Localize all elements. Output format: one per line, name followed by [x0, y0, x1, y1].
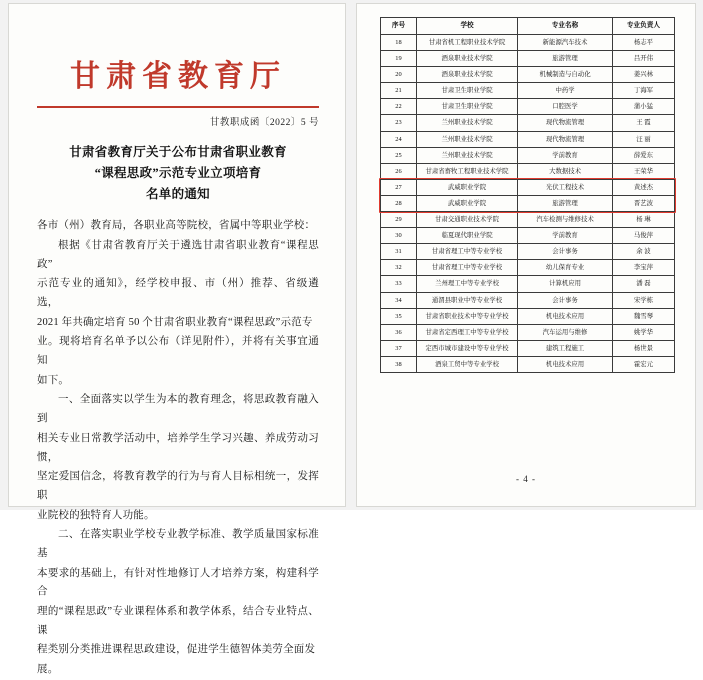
table-cell: 薛爱东: [612, 147, 674, 163]
table-cell: 会计事务: [518, 292, 613, 308]
table-cell: 现代物流管理: [518, 131, 613, 147]
table-cell: 兰州理工中等专业学校: [416, 276, 517, 292]
table-cell: 幼儿保育专业: [518, 260, 613, 276]
table-row: [381, 276, 675, 292]
table-cell: 杨 琳: [612, 212, 674, 228]
table-cell: 36: [381, 324, 417, 340]
document-title-line-3: 名单的通知: [145, 187, 210, 201]
table-cell: 汽车运用与维修: [518, 324, 613, 340]
document-paragraph: 如下。: [37, 374, 70, 386]
document-paragraph: 业。现将培育名单予以公布（详见附件），并将有关事宜通知: [37, 336, 319, 367]
table-cell: 酒泉工贸中等专业学校: [416, 356, 517, 372]
table-cell: 兰州职业技术学院: [416, 147, 517, 163]
letterhead-title: 甘肃省教育厅: [70, 60, 286, 93]
table-row: [381, 260, 675, 276]
letterhead-divider: [37, 106, 319, 108]
table-row: [381, 356, 675, 372]
document-paragraph: 相关专业日常教学活动中，培养学生学习兴趣、养成劳动习惯，: [37, 432, 319, 463]
table-cell: 口腔医学: [518, 99, 613, 115]
table-cell: 32: [381, 260, 417, 276]
table-cell: 学前教育: [518, 228, 613, 244]
table-cell: 38: [381, 356, 417, 372]
table-cell: 丁海军: [612, 83, 674, 99]
table-cell: 武威职业学院: [416, 179, 517, 195]
table-row: [381, 179, 675, 195]
table-cell: 临夏现代职业学院: [416, 228, 517, 244]
table-cell: 武威职业学院: [416, 195, 517, 211]
table-cell: 34: [381, 292, 417, 308]
table-header-row: [381, 18, 675, 35]
table-cell: 26: [381, 163, 417, 179]
table-cell: 晋艺波: [612, 195, 674, 211]
table-body: [381, 35, 675, 373]
table-cell: 李宝萍: [612, 260, 674, 276]
table-cell: 31: [381, 244, 417, 260]
table-cell: 酒泉职业技术学院: [416, 51, 517, 67]
document-paragraph: 示范专业的通知》，经学校申报、市（州）推荐、省级遴选，: [37, 278, 319, 308]
table-cell: 30: [381, 228, 417, 244]
document-paragraph: 根据《甘肃省教育厅关于遴选甘肃省职业教育“课程思政”: [37, 239, 319, 270]
table-cell: 定西市城市建设中等专业学校: [416, 340, 517, 356]
table-cell: 兰州职业技术学院: [416, 131, 517, 147]
appendix-table-wrapper: [380, 17, 675, 373]
table-cell: 新能源汽车技术: [518, 35, 613, 51]
table-row: [381, 212, 675, 228]
table-cell: 甘肃卫生职业学院: [416, 99, 517, 115]
table-row: [381, 147, 675, 163]
table-cell: 22: [381, 99, 417, 115]
table-cell: 王 霞: [612, 115, 674, 131]
table-cell: 24: [381, 131, 417, 147]
document-title: [37, 142, 319, 206]
document-paragraph: 一、全面落实以学生为本的教育理念，将思政教育融入到: [37, 394, 319, 425]
document-title-line-1: 甘肃省教育厅关于公布甘肃省职业教育: [69, 144, 287, 159]
document-paragraph: 展。: [37, 664, 59, 676]
table-cell: 计算机应用: [518, 276, 613, 292]
table-row: [381, 115, 675, 131]
table-cell: 姚学华: [612, 324, 674, 340]
table-cell: 机电技术应用: [518, 308, 613, 324]
document-title-line-2: “课程思政”示范专业立项培育: [94, 165, 262, 180]
table-row: [381, 324, 675, 340]
table-cell: 甘肃省职业技术中等专业学校: [416, 308, 517, 324]
table-cell: 潘 磊: [612, 276, 674, 292]
table-row: [381, 244, 675, 260]
table-cell: 余 波: [612, 244, 674, 260]
table-cell: 35: [381, 308, 417, 324]
table-cell: 18: [381, 35, 417, 51]
document-paragraph: 2021 年共确定培育 50 个甘肃省职业教育“课程思政”示范专: [37, 316, 313, 328]
table-cell: 旅游管理: [518, 51, 613, 67]
table-row: [381, 99, 675, 115]
table-cell: 甘肃省理工中等专业学校: [416, 244, 517, 260]
table-cell: 通渭县职业中等专业学校: [416, 292, 517, 308]
table-cell: 33: [381, 276, 417, 292]
page-footer: - 4 -: [516, 474, 536, 484]
table-row: [381, 163, 675, 179]
document-body: [37, 217, 319, 680]
table-row: [381, 131, 675, 147]
table-cell: 吕开伟: [612, 51, 674, 67]
table-cell: 甘肃卫生职业学院: [416, 83, 517, 99]
table-cell: 25: [381, 147, 417, 163]
table-cell: 酒泉职业技术学院: [416, 67, 517, 83]
document-paragraph: 本要求的基础上，有针对性地修订人才培养方案，构建科学合: [37, 567, 319, 598]
table-cell: 21: [381, 83, 417, 99]
table-cell: 旅游管理: [518, 195, 613, 211]
table-cell: 29: [381, 212, 417, 228]
table-cell: 建筑工程施工: [518, 340, 613, 356]
table-header-seq: 序号: [381, 18, 417, 35]
table-cell: 宋学栋: [612, 292, 674, 308]
table-cell: 黄述杰: [612, 179, 674, 195]
table-row: [381, 292, 675, 308]
table-row: [381, 195, 675, 211]
document-paragraph: 业院校的独特育人功能。: [37, 509, 155, 521]
table-header-major: 专业名称: [518, 18, 613, 35]
table-cell: 杨世景: [612, 340, 674, 356]
table-cell: 甘肃交通职业技术学院: [416, 212, 517, 228]
appendix-table: [380, 17, 675, 373]
table-cell: 甘肃省机工程职业技术学院: [416, 35, 517, 51]
table-cell: 汪 丽: [612, 131, 674, 147]
table-cell: 中药学: [518, 83, 613, 99]
table-cell: 会计事务: [518, 244, 613, 260]
table-row: [381, 35, 675, 51]
document-paragraph: 二、在落实职业学校专业教学标准、教学质量国家标准基: [37, 529, 319, 559]
table-row: [381, 308, 675, 324]
document-paragraph: 理的“课程思政”专业课程体系和教学体系，结合专业特点、课: [37, 606, 319, 636]
document-paragraph: 程类别分类推进课程思政建设，促进学生德智体美劳全面发: [37, 644, 316, 656]
table-cell: 27: [381, 179, 417, 195]
table-row: [381, 51, 675, 67]
table-row: [381, 67, 675, 83]
table-header-leader: 专业负责人: [612, 18, 674, 35]
table-cell: 现代物流管理: [518, 115, 613, 131]
table-cell: 汽车检测与维修技术: [518, 212, 613, 228]
table-cell: 甘肃省理工中等专业学校: [416, 260, 517, 276]
table-row: [381, 83, 675, 99]
table-cell: 大数据技术: [518, 163, 613, 179]
table-cell: 蒲小猛: [612, 99, 674, 115]
table-cell: 28: [381, 195, 417, 211]
right-document-page: [356, 3, 696, 507]
table-cell: 学前教育: [518, 147, 613, 163]
table-cell: 19: [381, 51, 417, 67]
left-document-content: [37, 30, 319, 676]
table-cell: 光伏工程技术: [518, 179, 613, 195]
table-cell: 20: [381, 67, 417, 83]
table-cell: 甘肃省畜牧工程职业技术学院: [416, 163, 517, 179]
table-cell: 霍宏元: [612, 356, 674, 372]
document-paragraph: 坚定爱国信念，将教育教学的行为与育人目标相统一，发挥职: [37, 471, 319, 501]
table-cell: 魏雪琴: [612, 308, 674, 324]
table-cell: 杨志平: [612, 35, 674, 51]
table-cell: 机械制造与自动化: [518, 67, 613, 83]
table-cell: 机电技术应用: [518, 356, 613, 372]
table-header-school: 学校: [416, 18, 517, 35]
table-cell: 马俊萍: [612, 228, 674, 244]
table-cell: 王荣华: [612, 163, 674, 179]
table-cell: 37: [381, 340, 417, 356]
table-row: [381, 228, 675, 244]
table-cell: 兰州职业技术学院: [416, 115, 517, 131]
document-number: 甘教职成函〔2022〕5 号: [209, 117, 319, 128]
left-document-page: [8, 3, 346, 676]
table-cell: 23: [381, 115, 417, 131]
table-cell: 姜兴林: [612, 67, 674, 83]
document-paragraph: 各市（州）教育局，各职业高等院校，省属中等职业学校：: [37, 220, 316, 232]
table-cell: 甘肃省定西理工中等专业学校: [416, 324, 517, 340]
table-row: [381, 340, 675, 356]
